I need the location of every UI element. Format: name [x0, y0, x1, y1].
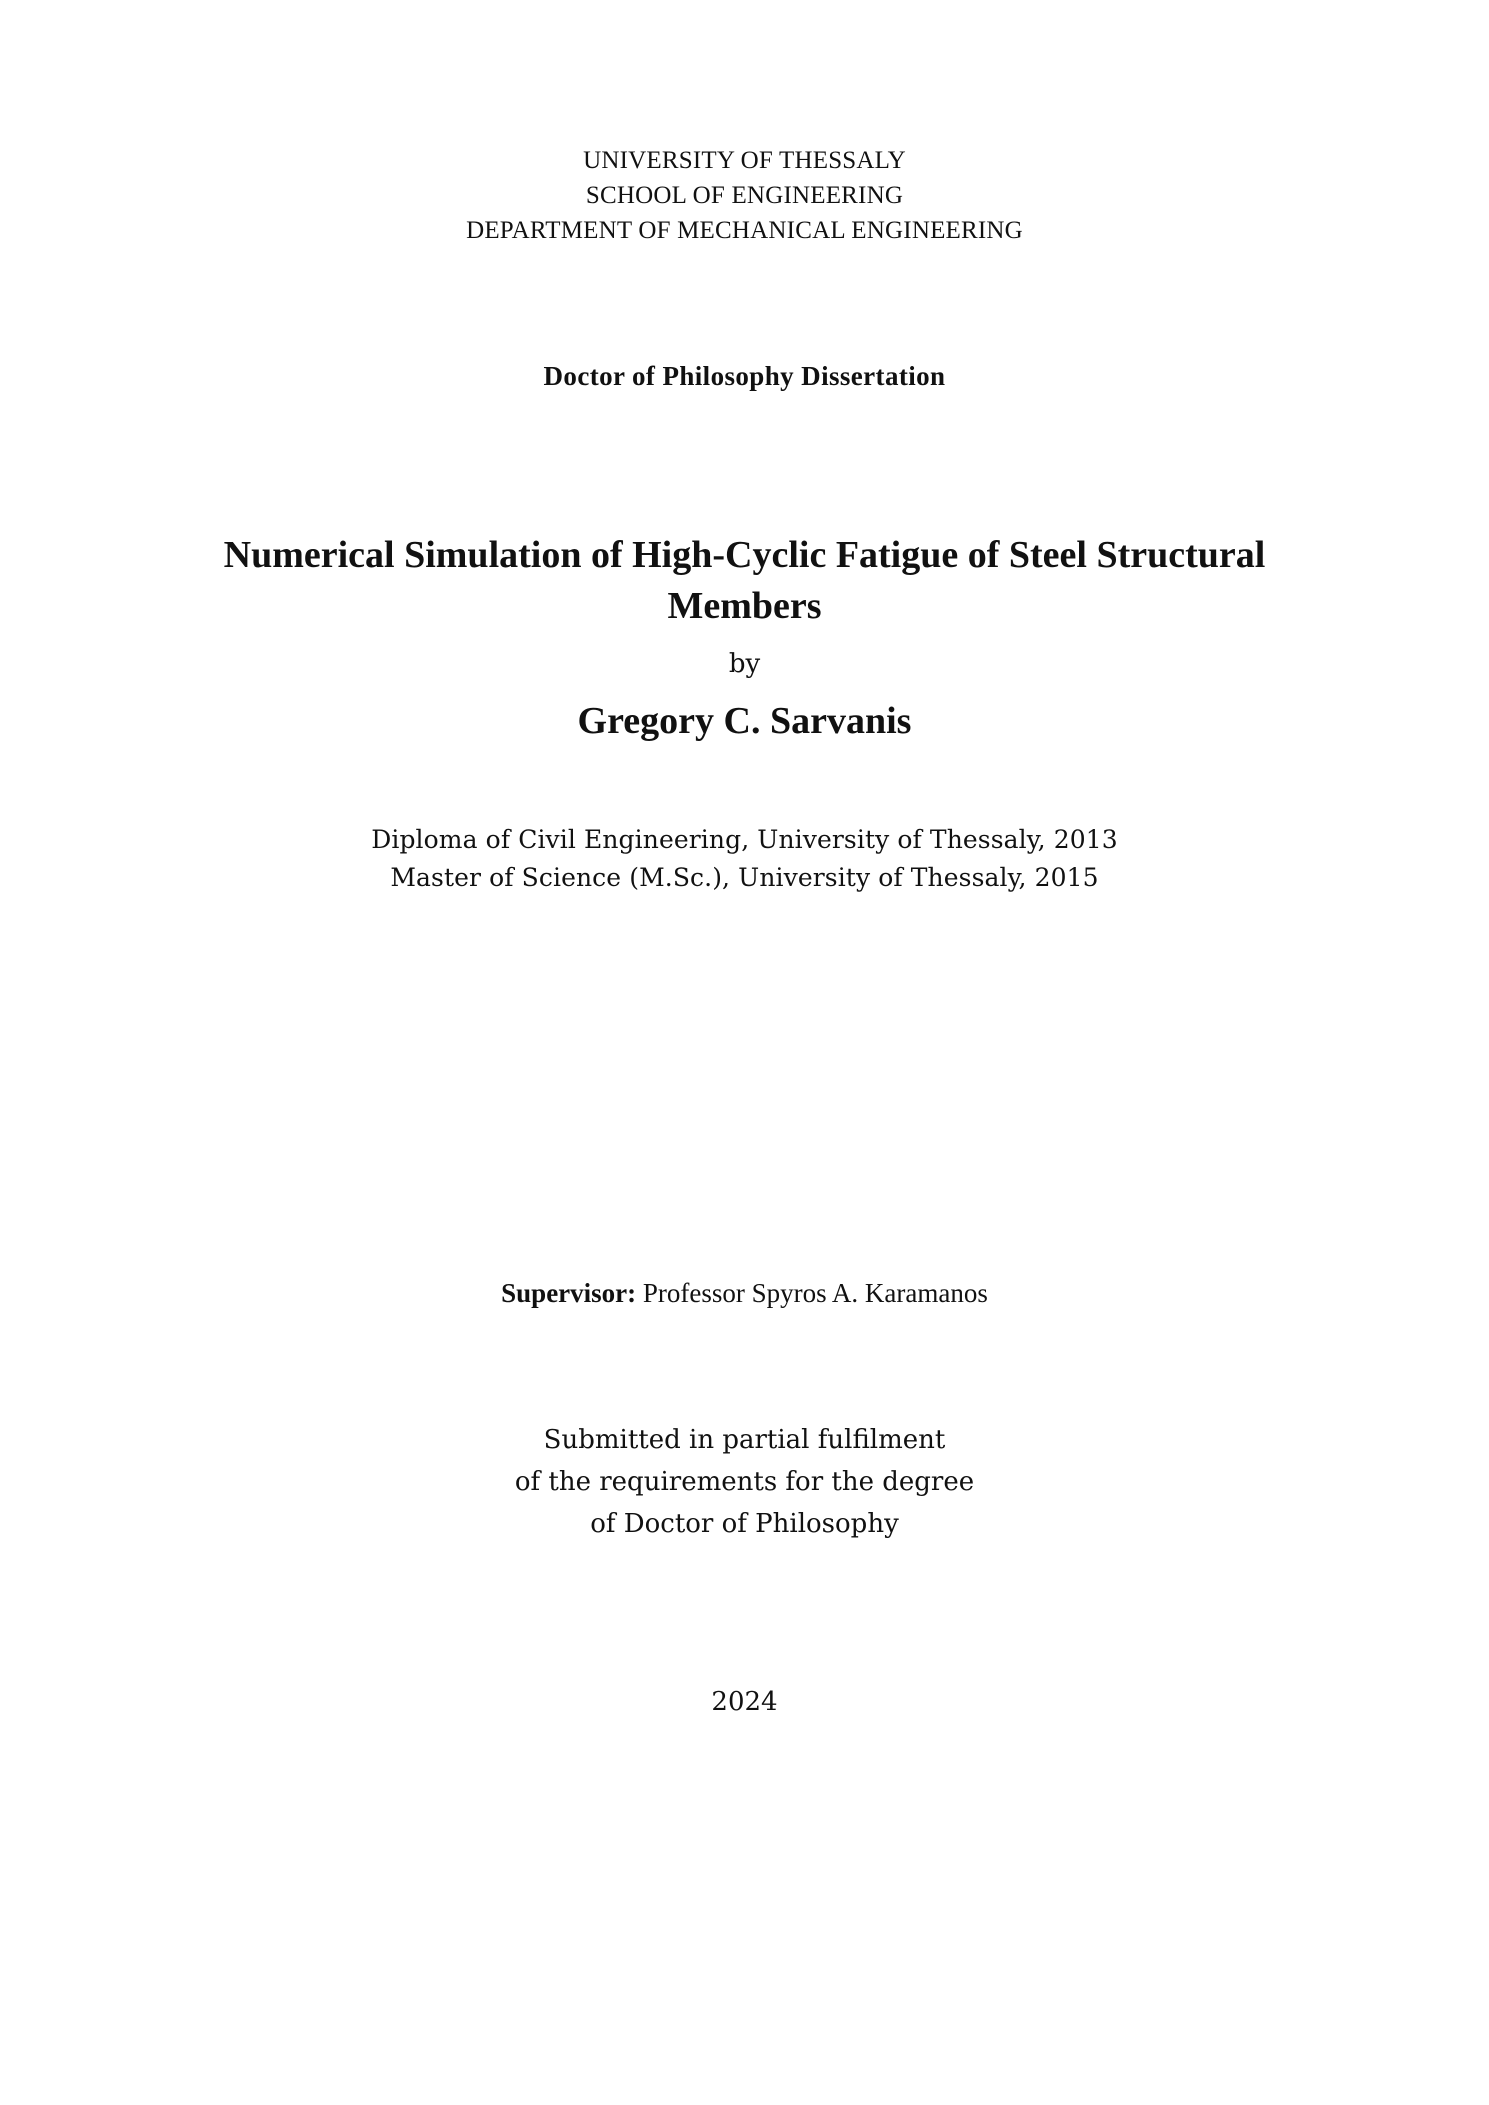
- university-name: UNIVERSITY OF THESSALY: [583, 147, 906, 174]
- year: 2024: [711, 1687, 778, 1717]
- document-type: Doctor of Philosophy Dissertation: [543, 361, 946, 391]
- degree-diploma: Diploma of Civil Engineering, University of Thessaly, 2013: [371, 825, 1118, 854]
- school-name: SCHOOL OF ENGINEERING: [585, 182, 904, 209]
- author-name: Gregory C. Sarvanis: [577, 700, 912, 742]
- supervisor-label: Supervisor:: [501, 1278, 637, 1308]
- dissertation-title-line-2: Members: [667, 585, 822, 627]
- submission-line-3: of Doctor of Philosophy: [590, 1509, 899, 1539]
- dissertation-title-line-1: Numerical Simulation of High-Cyclic Fatigue of Steel Structural: [223, 534, 1266, 576]
- submission-line-2: of the requirements for the degree: [514, 1467, 975, 1497]
- degree-msc: Master of Science (M.Sc.), University of Thessaly, 2015: [390, 863, 1099, 892]
- supervisor-name: Professor Spyros A. Karamanos: [642, 1278, 988, 1308]
- submission-line-1: Submitted in partial fulfilment: [543, 1425, 946, 1455]
- by-label: by: [728, 649, 761, 679]
- supervisor-line: [0, 1275, 1489, 1311]
- department-name: DEPARTMENT OF MECHANICAL ENGINEERING: [466, 217, 1023, 244]
